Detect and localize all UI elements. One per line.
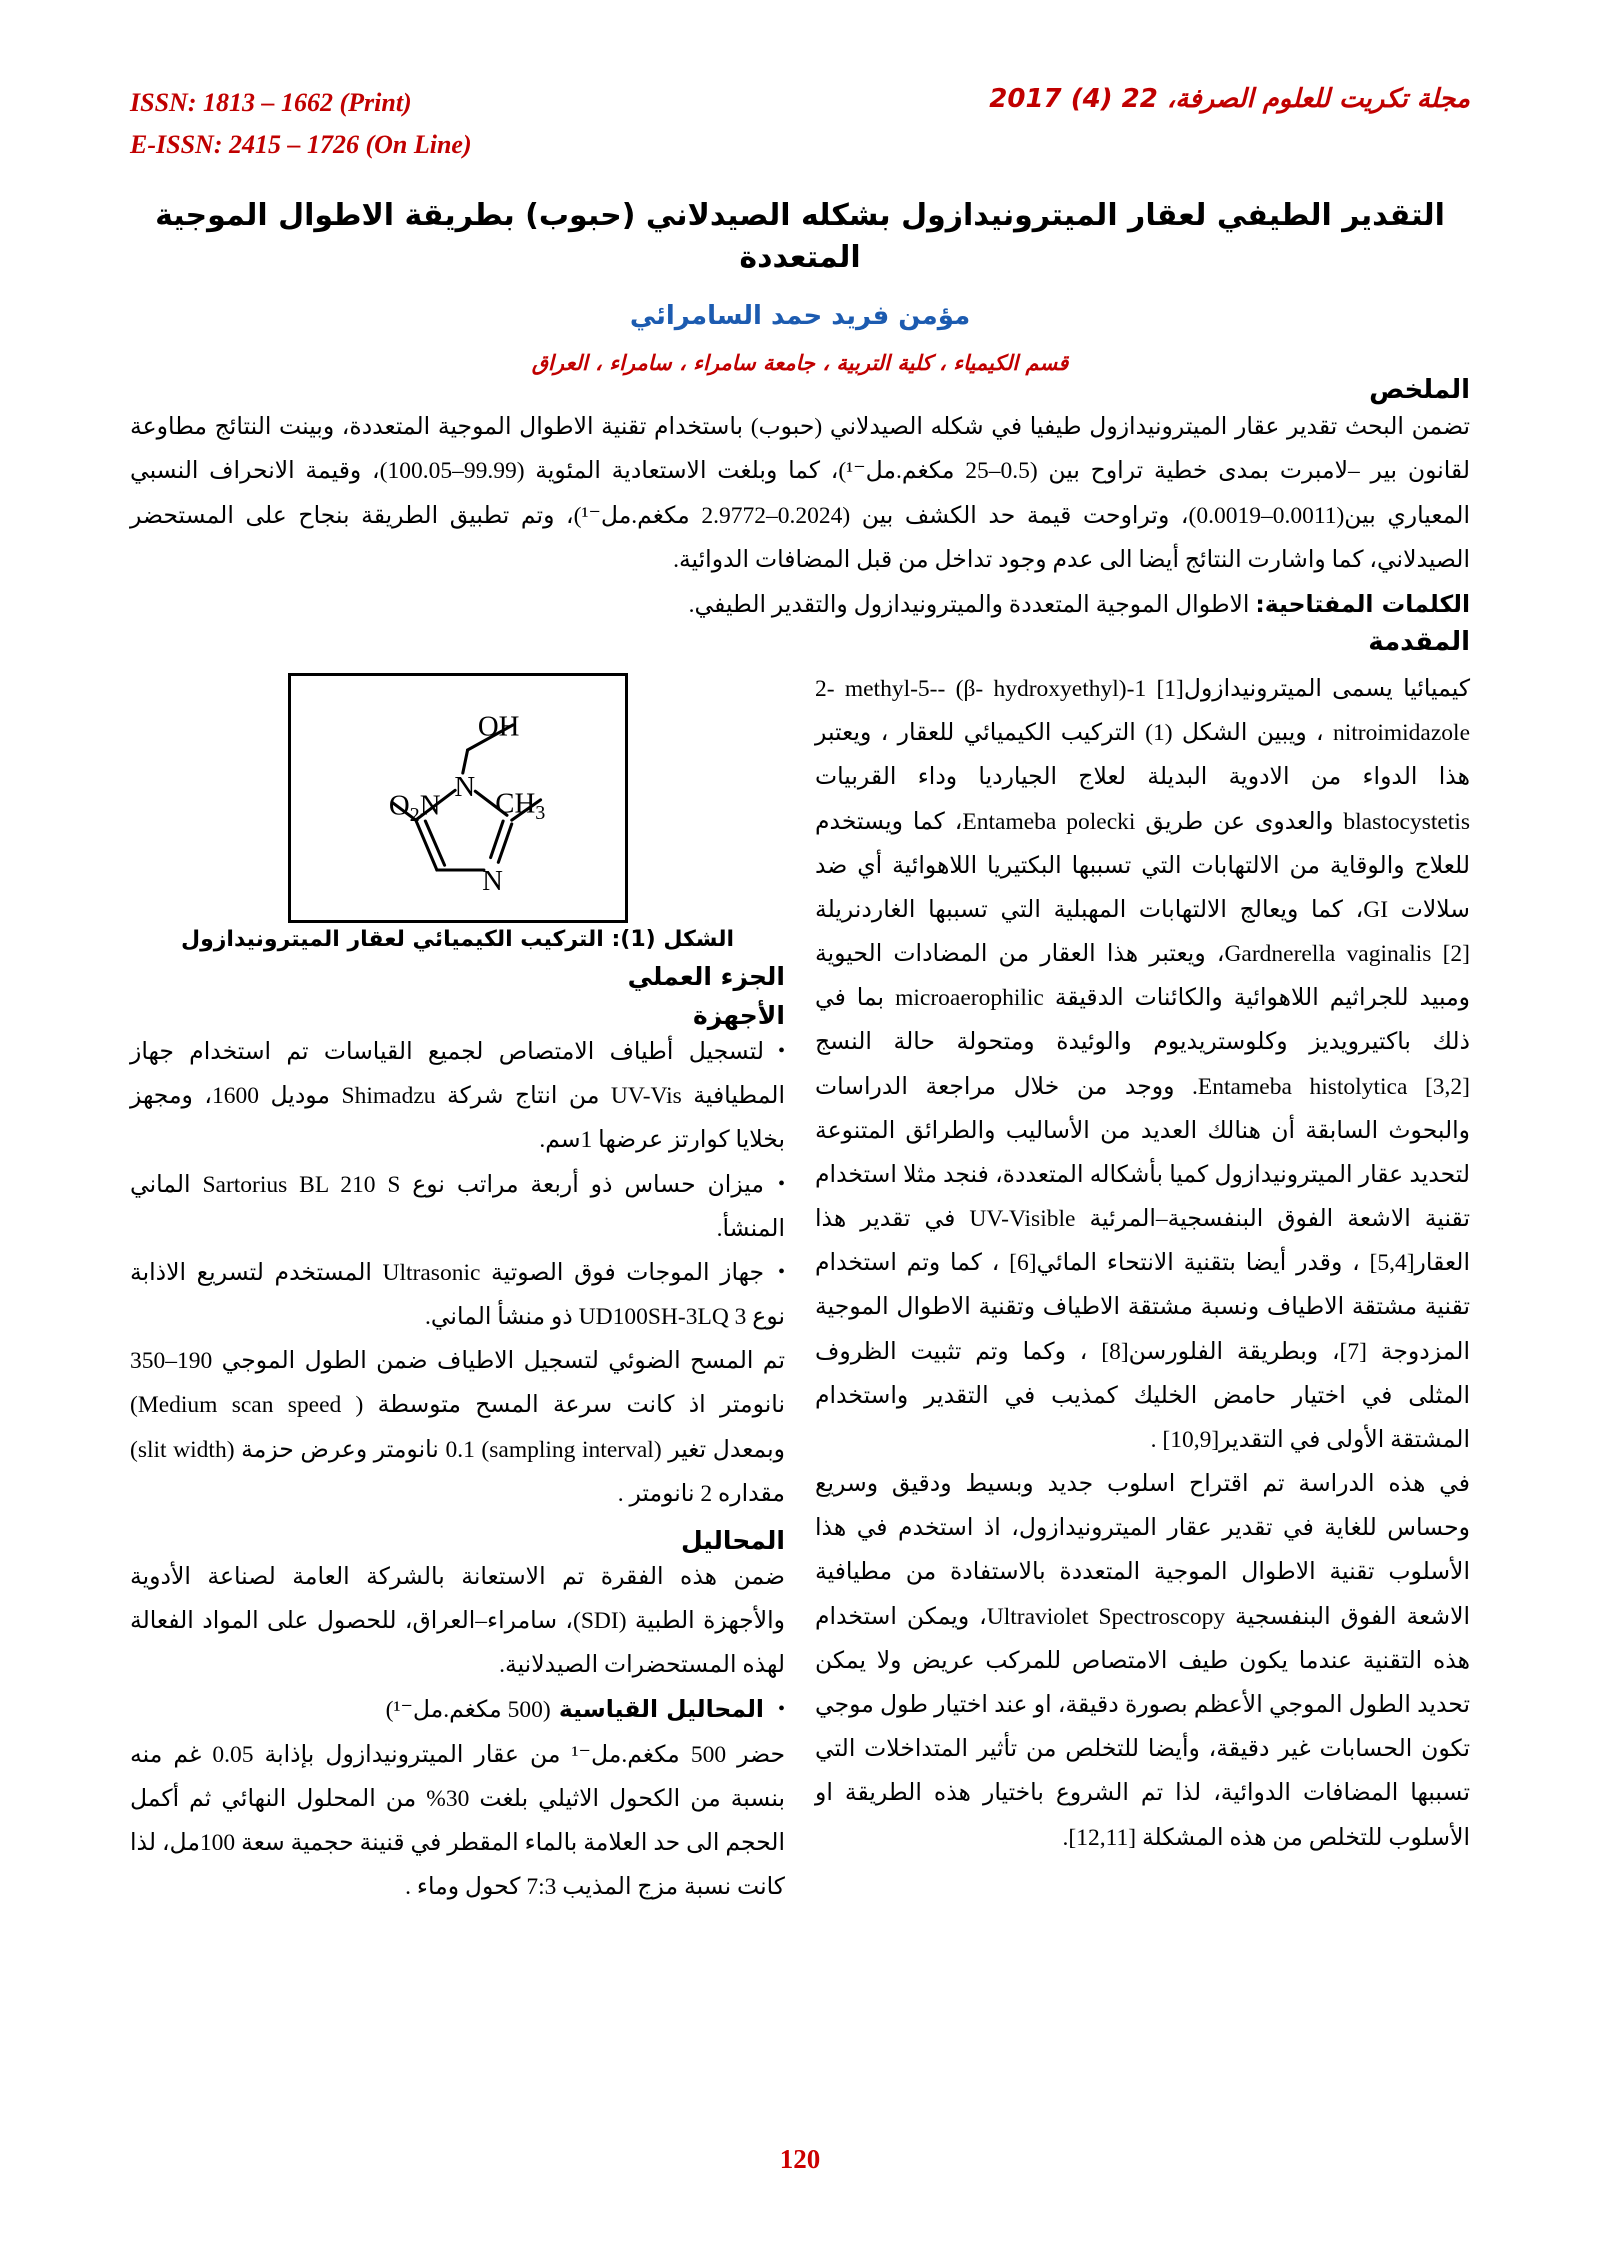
introduction-heading: المقدمة — [1368, 627, 1470, 658]
page-number: 120 — [779, 2144, 821, 2174]
page-header — [130, 82, 1470, 165]
right-column-introduction — [815, 667, 1470, 1909]
abstract-section — [130, 375, 1470, 657]
issn-print: ISSN: 1813 – 1662 (Print) — [130, 88, 412, 117]
bullet-icon: • — [777, 1698, 785, 1721]
author-name: مؤمن فريد حمد السامرائي — [629, 301, 971, 332]
ring-nitrogen-3-label: N — [481, 865, 503, 898]
two-column-body — [130, 667, 1470, 1909]
abstract-heading: الملخص — [1369, 375, 1470, 406]
issn-online: E-ISSN: 2415 – 1726 (On Line) — [130, 129, 472, 159]
introduction-paragraph-1: كيميائيا يسمى الميترونيدازول[1] 1-(β- hydroxyethyl) -2- methyl-5- nitroimidazole ، ويبين الشكل (1) التركيب الكيميائي للعقار ، ويعتبر هذا الدواء من الادوية البديلة لعلاج الجيارديا وداء القربيات blastocystetis والعدوى عن طريق Entameba polecki، كما ويستخدم للعلاج والوقاية من الالتهابات التي تسببها البكتيريا اللاهوائية أي ضد سلالات GI، كما ويعالج الالتهابات المهبلية التي تسببها الغاردنريلة Gardnerella vaginalis [2]، ويعتبر هذا العقار من المضادات الحيوية ومبيد للجراثيم اللاهوائية والكائنات الدقيقة microaerophilic بما في ذلك باكتيرويديز وكلوستريديوم والوئيدة ومتحولة حالة النسج Entameba histolytica [3,2]. ووجد من خلال مراجعة الدراسات والبحوث السابقة أن هنالك العديد من الأساليب والطرائق المتنوعة لتحديد عقار الميترونيدازول كميا بأشكاله المتعددة، فنجد مثلا استخدام تقنية الاشعة الفوق البنفسجية–المرئية UV-Visible في تقدير هذا العقار[5,4] ، وقدر أيضا بتقنية الانتحاء المائي[6] ، كما وتم استخدام تقنية مشتقة الاطياف ونسبة مشتقة الاطياف وتقنية الاطوال الموجية المزدوجة [7]، وبطريقة الفلورسن[8] ، وكما وتم تثبيت الظروف المثلى في اختيار حامض الخليك كمذيب في التقدير واستخدام المشتقة الأولى في التقدير[10,9] . — [815, 676, 1471, 1453]
solutions-paragraph: ضمن هذه الفقرة تم الاستعانة بالشركة العامة لصناعة الأدوية والأجهزة الطبية (SDI)، سامراء–العراق، للحصول على المواد الفعالة لهذه المستحضرات الصيدلانية. — [130, 1563, 785, 1679]
apparatus-heading: الأجهزة — [692, 1001, 785, 1031]
ring-nitrogen-1-label: N — [453, 771, 475, 804]
methyl-group-label: $CH_3$ — [494, 787, 545, 825]
keywords-label: الكلمات المفتاحية: — [1255, 589, 1470, 618]
scan-settings-paragraph: تم المسح الضوئي لتسجيل الاطياف ضمن الطول الموجي 190–350 نانومتر اذ كانت سرعة المسح متوسطة ( Medium scan speed) وبمعدل تغير (sampling interval) 0.1 نانومتر وعرض حزمة (slit width) مقداره 2 نانومتر . — [130, 1348, 786, 1507]
paper-title: التقدير الطيفي لعقار الميترونيدازول بشكله الصيدلاني (حبوب) بطريقة الاطوال الموجية المتعددة — [155, 198, 1445, 276]
standard-solutions-item — [130, 1687, 785, 1732]
bullet-icon: • — [777, 1040, 785, 1063]
bullet-icon: • — [777, 1172, 785, 1195]
keywords-text: الاطوال الموجية المتعددة والميترونيدازول والتقدير الطيفي. — [688, 591, 1256, 618]
journal-name: مجلة تكريت للعلوم الصرفة، 22 (4) 2017 — [989, 84, 1470, 114]
nitro-group-label: $O_2N$ — [388, 789, 441, 827]
issn-block — [130, 82, 472, 165]
preparation-paragraph: حضر 500 مكغم.مل⁻¹ من عقار الميترونيدازول بإذابة 0.05 غم منه بنسبة من الكحول الاثيلي بلغت 30% من المحلول النهائي ثم أكمل الحجم الى حد العلامة بالماء المقطر في قنينة حجمية سعة 100مل، لذا كانت نسبة مزج المذيب 7:3 كحول وماء . — [130, 1741, 785, 1901]
introduction-paragraph-2: في هذه الدراسة تم اقتراح اسلوب جديد وبسيط ودقيق وسريع وحساس للغاية في تقدير عقار الميترونيدازول، اذ استخدم في هذا الأسلوب تقنية الاطوال الموجية المتعددة بالاستفادة من مطيافية الاشعة الفوق البنفسجية Ultraviolet Spectroscopy، ويمكن استخدام هذه التقنية عندما يكون طيف الامتصاص للمركب عريض ولا يمكن تحديد الطول الموجي الأعظم بصورة دقيقة، او عند اختيار طول موجي تكون الحسابات غير دقيقة، وأيضا للتخلص من تأثير المتداخلات التي تسببها المضافات الدوائية، لذا تم الشروع باختيار هذه الطريقة او الأسلوب للتخلص من هذه المشكلة [12,11]. — [815, 1471, 1470, 1851]
left-column-experimental — [130, 667, 785, 1909]
keywords-line — [130, 582, 1470, 627]
metronidazole-structure — [293, 678, 623, 918]
standard-solutions-conc: (500 مكغم.مل⁻¹) — [385, 1697, 551, 1724]
bullet-icon: • — [777, 1260, 785, 1283]
figure-1-caption: الشكل (1): التركيب الكيميائي لعقار الميترونيدازول — [181, 927, 734, 953]
abstract-body: تضمن البحث تقدير عقار الميترونيدازول طيفيا في شكله الصيدلاني (حبوب) باستخدام تقنية الاطوال الموجية المتعددة، وبينت النتائج مطاوعة لقانون بير –لامبرت بمدى خطية تراوح بين (0.5–25 مكغم.مل⁻¹)، كما وبلغت الاستعادية المئوية (99.99–100.05)، وقيمة الانحراف النسبي المعياري بين(0.0011–0.0019)، وتراوحت قيمة حد الكشف بين (0.2024–2.9772 مكغم.مل⁻¹)، وتم تطبيق الطريقة بنجاح على المستحضر الصيدلاني، كما واشارت النتائج أيضا الى عدم وجود تداخل من قبل المضافات الدوائية. — [130, 414, 1471, 573]
hydroxyl-label: OH — [477, 710, 519, 743]
apparatus-item-1: •لتسجيل أطياف الامتصاص لجميع القياسات تم استخدام جهاز المطيافية UV-Vis من انتاج شركة Shimadzu موديل 1600، ومجهز بخلايا كوارتز عرضها 1سم. — [130, 1030, 785, 1163]
author-affiliation: قسم الكيمياء ، كلية التربية ، جامعة سامراء ، سامراء ، العراق — [531, 351, 1069, 376]
figure-1-box — [288, 673, 628, 923]
solutions-heading: المحاليل — [680, 1525, 785, 1555]
standard-solutions-label: المحاليل القياسية — [550, 1695, 764, 1724]
apparatus-item-3: •جهاز الموجات فوق الصوتية Ultrasonic المستخدم لتسريع الاذابة نوع UD100SH-3LQ 3 ذو منشأ الماني. — [130, 1251, 785, 1339]
experimental-heading: الجزء العملي — [627, 962, 785, 992]
apparatus-item-2: •ميزان حساس ذو أربعة مراتب نوع Sartorius BL 210 S الماني المنشأ. — [130, 1163, 785, 1251]
